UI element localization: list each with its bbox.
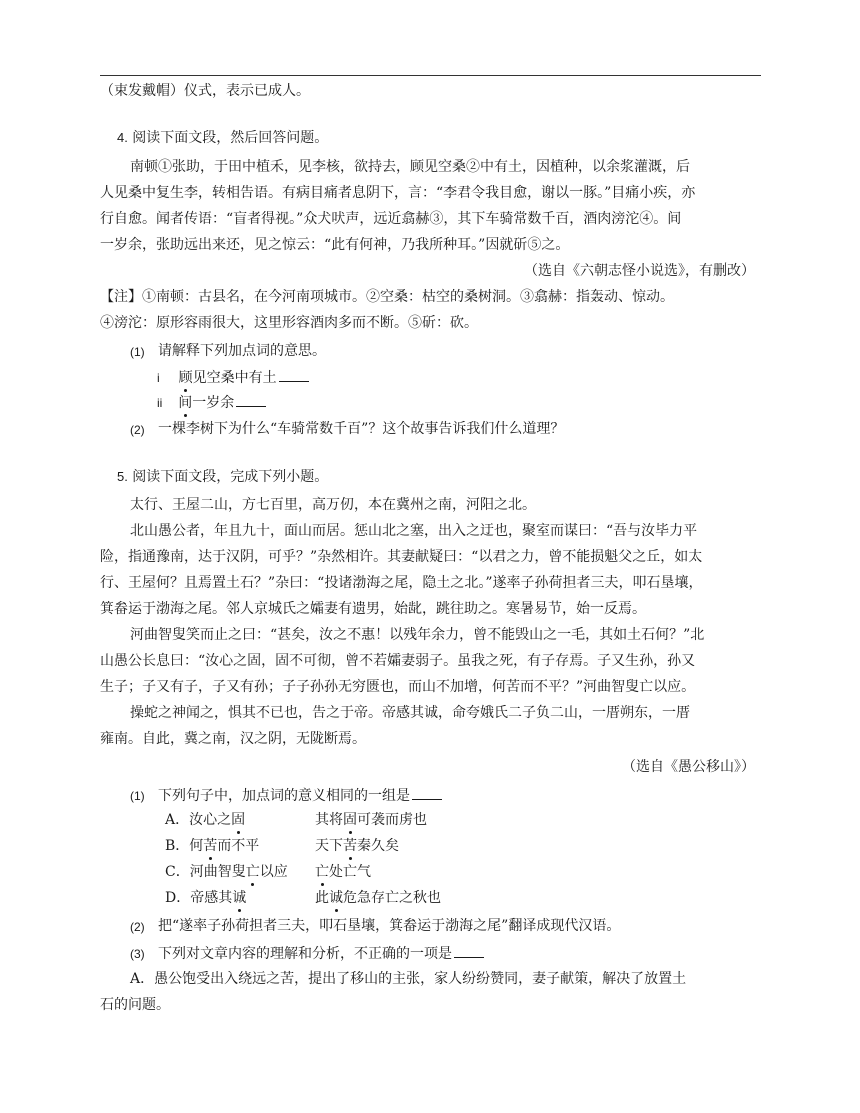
dotted-char: 亡 — [245, 864, 260, 880]
q5-passage-line: 箕畚运于渤海之尾。邻人京城氏之孀妻有遗男，始龀，跳往助之。寒暑易节，始一反焉。 — [100, 601, 646, 617]
dotted-char: 间 — [178, 395, 193, 411]
top-fragment: （束发戴帽）仪式，表示已成人。 — [100, 83, 310, 99]
q4-note-line: 【注】①南顿：古县名，在今河南项城市。②空桑：枯空的桑树洞。③翕赫：指轰动、惊动。 — [100, 289, 674, 305]
q5-passage-line: 操蛇之神闻之，惧其不已也，告之于帝。帝感其诚，命夸娥氏二子负二山，一厝朔东，一厝 — [130, 705, 690, 721]
option-letter: D． — [165, 890, 191, 906]
dotted-char: 苦 — [343, 838, 357, 854]
option-text: 危急存亡之秋也 — [343, 890, 441, 906]
roman-numeral: ii — [157, 396, 163, 410]
q4-passage-line: 人见桑中复生李，转相告语。有病目痛者息阴下，言：“李君令我目愈，谢以一豚。”目痛小疾，亦 — [100, 185, 696, 201]
dotted-char: 亡 — [315, 864, 329, 880]
q5-option-b-compare — [315, 836, 399, 856]
q5-sub2-text: 把“遂率子孙荷担者三夫，叩石垦壤，箕畚运于渤海之尾”翻译成现代汉语。 — [158, 918, 621, 934]
q5-option-b[interactable] — [165, 836, 259, 856]
option-text: 此 — [315, 890, 329, 906]
q5-sub3-option-a-line[interactable]: 石的问题。 — [100, 997, 170, 1013]
q5-heading — [117, 467, 777, 487]
option-text: 帝感其 — [190, 890, 233, 906]
roman-numeral: i — [157, 371, 160, 385]
option-text: 天下 — [315, 838, 343, 854]
q4-heading — [117, 128, 777, 148]
option-text: 汝心之 — [189, 812, 232, 828]
q5-sub3-text — [158, 943, 484, 963]
q5-option-a-compare — [315, 810, 427, 830]
answer-blank[interactable] — [412, 785, 442, 800]
q5-passage-line: 山愚公长息曰：“汝心之固，固不可彻，曾不若孀妻弱子。虽我之死，有子存焉。子又生孙，孙又 — [100, 653, 696, 669]
q4-number: 4. — [117, 130, 128, 145]
option-letter: A． — [165, 812, 190, 828]
q4-sub1-text: 请解释下列加点词的意思。 — [158, 343, 326, 359]
q5-passage-line: 生子；子又有子，子又有孙；子子孙孙无穷匮也，而山不加增，何苦而不平？”河曲智叟亡以应。 — [100, 679, 696, 695]
q4-sub2-text: 一棵李树下为什么“车骑常数千百”？这个故事告诉我们什么道理？ — [158, 421, 565, 437]
dotted-char: 固 — [231, 812, 246, 828]
dotted-char: 苦 — [203, 838, 218, 854]
item-text: 一岁余 — [192, 395, 235, 411]
answer-blank[interactable] — [454, 943, 484, 958]
q4-passage-line: 行自愈。闻者传语：“盲者得视。”众犬吠声，远近翕赫③，其下车骑常数千百，酒肉滂沱④。间 — [100, 211, 682, 227]
q4-passage-line: 一岁余，张助远出来还，见之惊云：“此有何神，乃我所种耳。”因就斫⑤之。 — [100, 237, 570, 253]
q5-passage-line: 险，指通豫南，达于汉阴，可乎？”杂然相许。其妻献疑曰：“以君之力，曾不能损魁父之丘，如太 — [100, 549, 703, 565]
q4-note-line: ④滂沱：原形容雨很大，这里形容酒肉多而不断。⑤斫：砍。 — [100, 315, 478, 331]
sub1-question-text: 下列句子中，加点词的意义相同的一组是 — [158, 788, 410, 804]
q5-passage-line: 北山愚公者，年且九十，面山而居。惩山北之塞，出入之迂也，聚室而谋曰：“吾与汝毕力平 — [130, 523, 698, 539]
option-text: 以应 — [259, 864, 288, 880]
q5-number: 5. — [117, 469, 128, 484]
option-letter: B． — [165, 838, 190, 854]
q5-sub1-text — [158, 785, 442, 805]
option-text: 何 — [189, 838, 204, 854]
q5-sub2-number: (2) — [130, 920, 145, 934]
option-text: 其将 — [315, 812, 343, 828]
answer-blank[interactable] — [279, 367, 309, 382]
q5-source: （选自《愚公移山》） — [622, 759, 755, 775]
q4-sub2-number: (2) — [130, 423, 145, 437]
q5-passage-line: 河曲智叟笑而止之曰：“甚矣，汝之不惠！以残年余力，曾不能毁山之一毛，其如土石何？”北 — [130, 627, 705, 643]
option-text: 处亡气 — [329, 864, 371, 880]
q5-option-d[interactable] — [165, 888, 246, 908]
q5-prompt: 阅读下面文段，完成下列小题。 — [132, 469, 329, 485]
option-letter: C． — [165, 864, 190, 880]
option-text: 秦久矣 — [357, 838, 399, 854]
option-text: 可袭而虏也 — [357, 812, 427, 828]
q4-sub1-item — [157, 367, 309, 387]
dotted-char: 诚 — [329, 890, 343, 906]
q5-sub3-option-a-line[interactable]: A．愚公饱受出入绕远之苦，提出了移山的主张，家人纷纷赞同，妻子献策，解决了放置土 — [130, 971, 687, 987]
dotted-char: 顾 — [178, 370, 193, 386]
q4-sub1-number: (1) — [130, 345, 145, 359]
option-text: 而不平 — [217, 838, 260, 854]
q5-option-c[interactable] — [165, 862, 288, 882]
dotted-char: 固 — [343, 812, 357, 828]
q5-sub1-number: (1) — [130, 789, 145, 803]
answer-blank[interactable] — [236, 392, 266, 407]
q5-option-d-compare — [315, 888, 441, 908]
q5-sub3-number: (3) — [130, 947, 145, 961]
q4-passage-line: 南顿①张助，于田中植禾，见李核，欲持去，顾见空桑②中有土，因植种，以余浆灌溉，后 — [130, 159, 690, 175]
q5-passage-line: 雍南。自此，冀之南，汉之阴，无陇断焉。 — [100, 731, 366, 747]
q5-passage-line: 行、王屋何？且焉置土石？”杂曰：“投诸渤海之尾，隐土之北。”遂率子孙荷担者三夫，叩石垦壤， — [100, 575, 703, 591]
item-text: 见空桑中有土 — [192, 370, 277, 386]
q5-passage-line: 太行、王屋二山，方七百里，高万仞，本在冀州之南，河阳之北。 — [130, 497, 536, 513]
q4-prompt: 阅读下面文段，然后回答问题。 — [132, 130, 329, 146]
option-text: 河曲智叟 — [189, 864, 246, 880]
header-rule — [100, 75, 761, 76]
dotted-char: 诚 — [232, 890, 247, 906]
q4-sub1-item — [157, 392, 266, 412]
q4-source: （选自《六朝志怪小说选》，有删改） — [524, 263, 755, 279]
q5-option-c-compare — [315, 862, 371, 882]
sub3-question-text: 下列对文章内容的理解和分析，不正确的一项是 — [158, 946, 452, 962]
q5-option-a[interactable] — [165, 810, 245, 830]
